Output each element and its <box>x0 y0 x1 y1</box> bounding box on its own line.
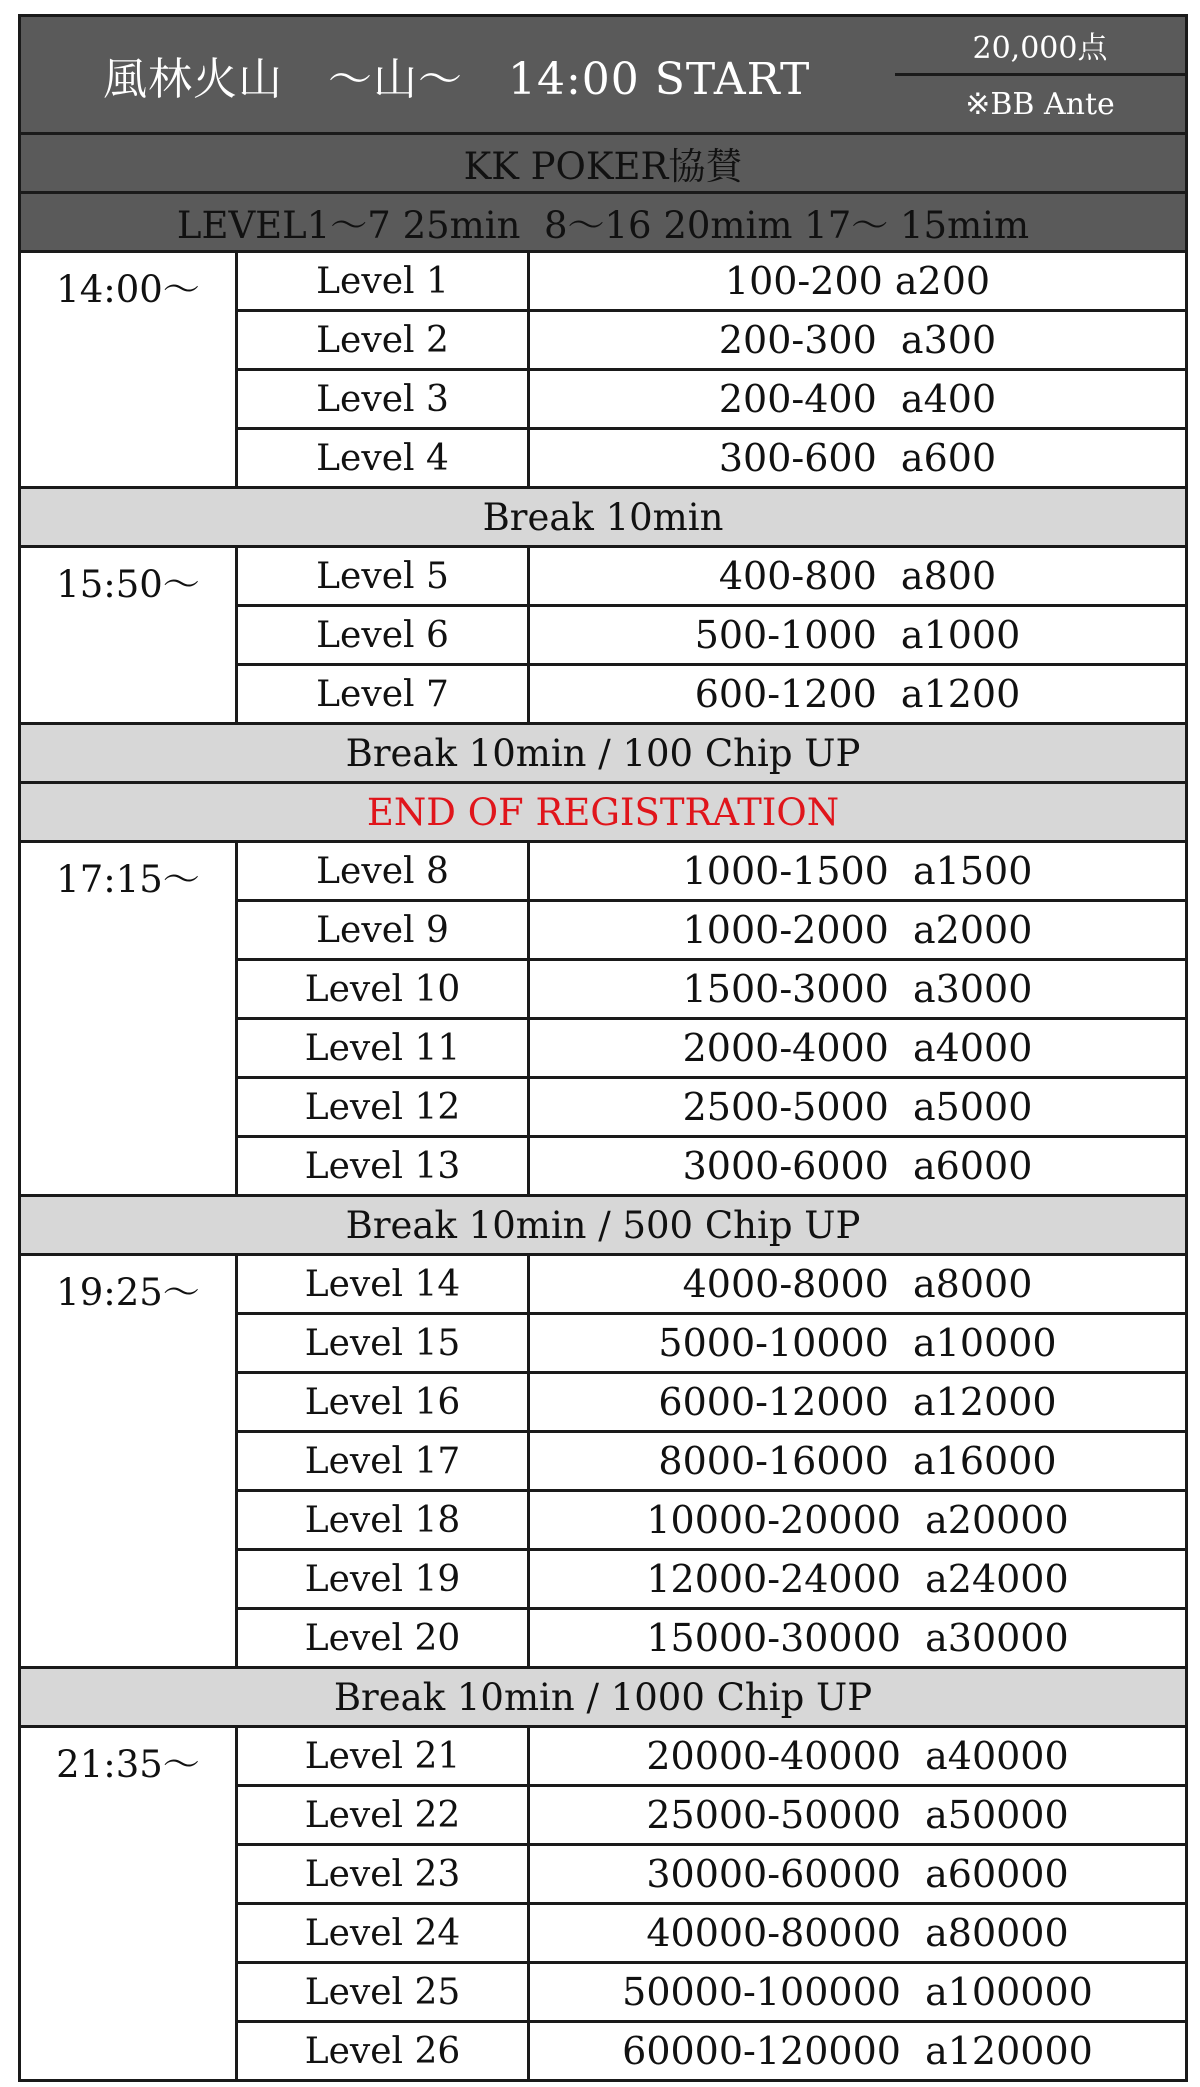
blinds-ante: 50000-100000 a100000 <box>622 1970 1093 2014</box>
table-row <box>238 1610 1185 1666</box>
blinds-ante: 100-200 a200 <box>724 259 991 303</box>
table-row <box>238 843 1185 902</box>
table-row <box>238 371 1185 430</box>
blinds-ante: 200-300 a300 <box>718 318 997 362</box>
level-label: Level 2 <box>238 312 530 368</box>
header-bar <box>21 17 1185 135</box>
blinds-ante: 2500-5000 a5000 <box>682 1085 1033 1129</box>
group-levels <box>238 1256 1185 1666</box>
table-row <box>238 1905 1185 1964</box>
group-levels <box>238 1728 1185 2079</box>
table-row <box>238 312 1185 371</box>
registration-end-band: END OF REGISTRATION <box>21 784 1185 843</box>
level-group <box>21 253 1185 489</box>
blinds-ante: 2000-4000 a4000 <box>682 1026 1033 1070</box>
table-row <box>238 2023 1185 2079</box>
group-start-time: 21:35～ <box>21 1728 238 2079</box>
group-levels <box>238 843 1185 1194</box>
table-row <box>238 666 1185 722</box>
blinds-ante: 30000-60000 a60000 <box>646 1852 1069 1896</box>
blinds-ante: 15000-30000 a30000 <box>646 1616 1069 1660</box>
ante-note: ※BB Ante <box>965 86 1115 122</box>
level-group <box>21 548 1185 725</box>
table-row <box>238 1020 1185 1079</box>
blinds-ante: 4000-8000 a8000 <box>682 1262 1033 1306</box>
blinds-ante: 1500-3000 a3000 <box>682 967 1033 1011</box>
table-row <box>238 1315 1185 1374</box>
level-label: Level 8 <box>238 843 530 899</box>
sponsor-band: KK POKER協賛 <box>21 135 1185 194</box>
table-row <box>238 902 1185 961</box>
blinds-ante: 5000-10000 a10000 <box>658 1321 1057 1365</box>
table-row <box>238 430 1185 486</box>
level-label: Level 26 <box>238 2023 530 2079</box>
blinds-ante: 12000-24000 a24000 <box>646 1557 1069 1601</box>
blind-structure <box>21 253 1185 2079</box>
structure-sheet <box>18 14 1188 2082</box>
table-row <box>238 607 1185 666</box>
level-label: Level 11 <box>238 1020 530 1076</box>
blinds-ante: 10000-20000 a20000 <box>646 1498 1069 1542</box>
blinds-ante: 600-1200 a1200 <box>694 672 1021 716</box>
level-label: Level 22 <box>238 1787 530 1843</box>
table-row <box>238 1374 1185 1433</box>
level-label: Level 21 <box>238 1728 530 1784</box>
break-band: Break 10min <box>21 489 1185 548</box>
level-label: Level 23 <box>238 1846 530 1902</box>
table-row <box>238 1433 1185 1492</box>
level-label: Level 6 <box>238 607 530 663</box>
level-label: Level 20 <box>238 1610 530 1666</box>
blinds-ante: 1000-2000 a2000 <box>682 908 1033 952</box>
blinds-ante: 20000-40000 a40000 <box>646 1734 1069 1778</box>
level-group <box>21 843 1185 1197</box>
group-start-time: 14:00～ <box>21 253 238 486</box>
level-duration-band: LEVEL1～7 25min 8～16 20mim 17～ 15mim <box>21 194 1185 253</box>
level-label: Level 10 <box>238 961 530 1017</box>
table-row <box>238 1492 1185 1551</box>
table-row <box>238 1787 1185 1846</box>
level-label: Level 3 <box>238 371 530 427</box>
group-levels <box>238 548 1185 722</box>
header-side <box>895 17 1185 132</box>
break-band: Break 10min / 1000 Chip UP <box>21 1669 1185 1728</box>
blinds-ante: 1000-1500 a1500 <box>682 849 1033 893</box>
level-label: Level 12 <box>238 1079 530 1135</box>
level-label: Level 18 <box>238 1492 530 1548</box>
level-label: Level 9 <box>238 902 530 958</box>
blinds-ante: 400-800 a800 <box>718 554 997 598</box>
blinds-ante: 500-1000 a1000 <box>694 613 1021 657</box>
group-start-time: 17:15～ <box>21 843 238 1194</box>
group-start-time: 15:50～ <box>21 548 238 722</box>
blinds-ante: 3000-6000 a6000 <box>682 1144 1033 1188</box>
table-row <box>238 1846 1185 1905</box>
level-label: Level 17 <box>238 1433 530 1489</box>
table-row <box>238 1079 1185 1138</box>
table-row <box>238 961 1185 1020</box>
break-band: Break 10min / 100 Chip UP <box>21 725 1185 784</box>
table-row <box>238 1138 1185 1194</box>
blinds-ante: 25000-50000 a50000 <box>646 1793 1069 1837</box>
table-row <box>238 1728 1185 1787</box>
blinds-ante: 40000-80000 a80000 <box>646 1911 1069 1955</box>
level-group <box>21 1728 1185 2079</box>
blinds-ante: 60000-120000 a120000 <box>622 2029 1093 2073</box>
table-row <box>238 1256 1185 1315</box>
level-group <box>21 1256 1185 1669</box>
starting-points: 20,000点 <box>895 17 1185 76</box>
level-label: Level 24 <box>238 1905 530 1961</box>
table-row <box>238 1551 1185 1610</box>
table-row <box>238 548 1185 607</box>
blinds-ante: 200-400 a400 <box>718 377 997 421</box>
blinds-ante: 300-600 a600 <box>718 436 997 480</box>
level-label: Level 13 <box>238 1138 530 1194</box>
group-levels <box>238 253 1185 486</box>
level-label: Level 7 <box>238 666 530 722</box>
blinds-ante: 8000-16000 a16000 <box>658 1439 1057 1483</box>
table-row <box>238 1964 1185 2023</box>
level-label: Level 16 <box>238 1374 530 1430</box>
table-row <box>238 253 1185 312</box>
level-label: Level 19 <box>238 1551 530 1607</box>
level-label: Level 25 <box>238 1964 530 2020</box>
level-label: Level 14 <box>238 1256 530 1312</box>
break-band: Break 10min / 500 Chip UP <box>21 1197 1185 1256</box>
group-start-time: 19:25～ <box>21 1256 238 1666</box>
blinds-ante: 6000-12000 a12000 <box>658 1380 1057 1424</box>
level-label: Level 4 <box>238 430 530 486</box>
tournament-title: 風林火山 ～山～ 14:00 START <box>103 53 811 105</box>
level-label: Level 1 <box>238 253 530 309</box>
level-label: Level 15 <box>238 1315 530 1371</box>
level-label: Level 5 <box>238 548 530 604</box>
